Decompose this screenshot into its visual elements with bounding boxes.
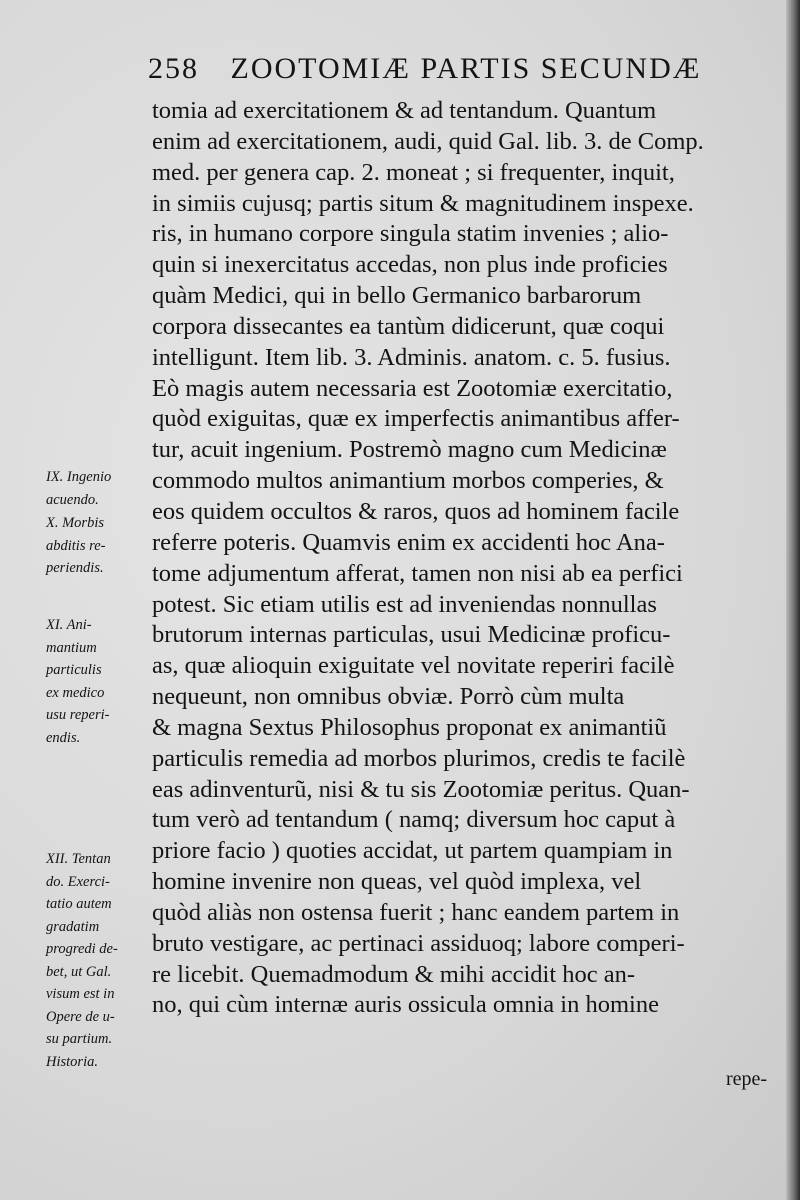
body-line: tome adjumentum afferat, tamen non nisi ab ea perfici <box>152 559 683 587</box>
body-line: potest. Sic etiam utilis est ad inveniendas nonnullas <box>152 590 657 618</box>
margin-note-xi <box>46 614 150 749</box>
body-line: as, quæ alioquin exiguitate vel novitate reperiri facilè <box>152 652 675 680</box>
margin-note-line: particulis <box>46 662 102 678</box>
running-title: ZOOTOMIÆ PARTIS SECUNDÆ <box>230 52 702 85</box>
margin-note-line: usu reperi- <box>46 707 110 723</box>
body-line: tomia ad exercitationem & ad tentandum. Quantum <box>152 97 657 124</box>
catchword: repe- <box>726 1068 768 1090</box>
margin-note-xii <box>46 848 150 1073</box>
page-number: 258 <box>148 52 199 85</box>
margin-note-line: X. Morbis <box>46 515 104 531</box>
body-line: commodo multos animantium morbos comperies, & <box>152 467 664 495</box>
margin-note-line: visum est in <box>46 986 115 1002</box>
margin-note-line: XII. Tentan <box>46 851 111 867</box>
body-line: corpora dissecantes ea tantùm didicerunt, quæ coqui <box>152 312 665 340</box>
margin-note-line: IX. Ingenio <box>46 469 112 485</box>
margin-note-line: bet, ut Gal. <box>46 963 112 980</box>
margin-note-line: abditis re- <box>46 537 106 554</box>
body-line: priore facio ) quoties accidat, ut partem quampiam in <box>152 837 673 865</box>
margin-note-line: periendis. <box>46 560 104 576</box>
body-line: quòd aliàs non ostensa fuerit ; hanc eandem partem in <box>152 898 680 926</box>
margin-note-line: progredi de- <box>46 941 118 957</box>
margin-note-ix <box>46 466 150 511</box>
margin-note-line: tatio autem <box>46 896 112 912</box>
body-line: nequeunt, non omnibus obviæ. Porrò cùm multa <box>152 683 625 711</box>
body-text <box>152 96 792 1021</box>
margin-note-line: XI. Ani- <box>46 617 92 633</box>
body-line: intelligunt. Item lib. 3. Adminis. anatom. c. 5. fusius. <box>152 343 671 371</box>
margin-note-line: gradatim <box>46 918 100 935</box>
body-line: tur, acuit ingenium. Postremò magno cum Medicinæ <box>152 436 667 464</box>
margin-note-x <box>46 512 150 580</box>
body-line: & magna Sextus Philosophus proponat ex animantiũ <box>152 713 667 741</box>
margin-note-line: Historia. <box>46 1053 98 1070</box>
page-header <box>148 52 768 86</box>
body-line: ris, in humano corpore singula statim invenies ; alio- <box>152 220 669 248</box>
body-line: tum verò ad tentandum ( namq; diversum hoc caput à <box>152 806 676 834</box>
body-line: quòd exiguitas, quæ ex imperfectis animantibus affer- <box>152 405 680 433</box>
body-line: particulis remedia ad morbos plurimos, credis te facilè <box>152 744 686 772</box>
margin-note-line: Opere de u- <box>46 1008 115 1025</box>
margin-note-line: endis. <box>46 729 81 746</box>
margin-note-line: acuendo. <box>46 491 99 508</box>
body-line: quàm Medici, qui in bello Germanico barbarorum <box>152 282 642 310</box>
margin-note-line: do. Exerci- <box>46 873 110 890</box>
margin-note-line: ex medico <box>46 684 105 701</box>
body-line: eos quidem occultos & raros, quos ad hominem facile <box>152 497 680 525</box>
margin-note-line: mantium <box>46 639 97 656</box>
body-line: bruto vestigare, ac pertinaci assiduoq; labore comperi- <box>152 929 685 957</box>
body-line: re licebit. Quemadmodum & mihi accidit hoc an- <box>152 960 636 988</box>
body-line: referre poteris. Quamvis enim ex accidenti hoc Ana- <box>152 528 665 556</box>
body-line: homine invenire non queas, vel quòd implexa, vel <box>152 868 642 896</box>
margin-note-line: su partium. <box>46 1031 113 1047</box>
body-line: med. per genera cap. 2. moneat ; si frequenter, inquit, <box>152 158 675 186</box>
body-line: enim ad exercitationem, audi, quid Gal. lib. 3. de Comp. <box>152 127 704 155</box>
body-line: no, qui cùm internæ auris ossicula omnia in homine <box>152 991 659 1019</box>
body-line: Eò magis autem necessaria est Zootomiæ exercitatio, <box>152 374 673 402</box>
body-line: quin si inexercitatus accedas, non plus inde proficies <box>152 251 668 279</box>
body-line: in simiis cujusq; partis situm & magnitudinem inspexe. <box>152 189 694 217</box>
body-line: eas adinventurũ, nisi & tu sis Zootomiæ peritus. Quan- <box>152 775 690 803</box>
body-line: brutorum internas particulas, usui Medicinæ proficu- <box>152 621 671 649</box>
